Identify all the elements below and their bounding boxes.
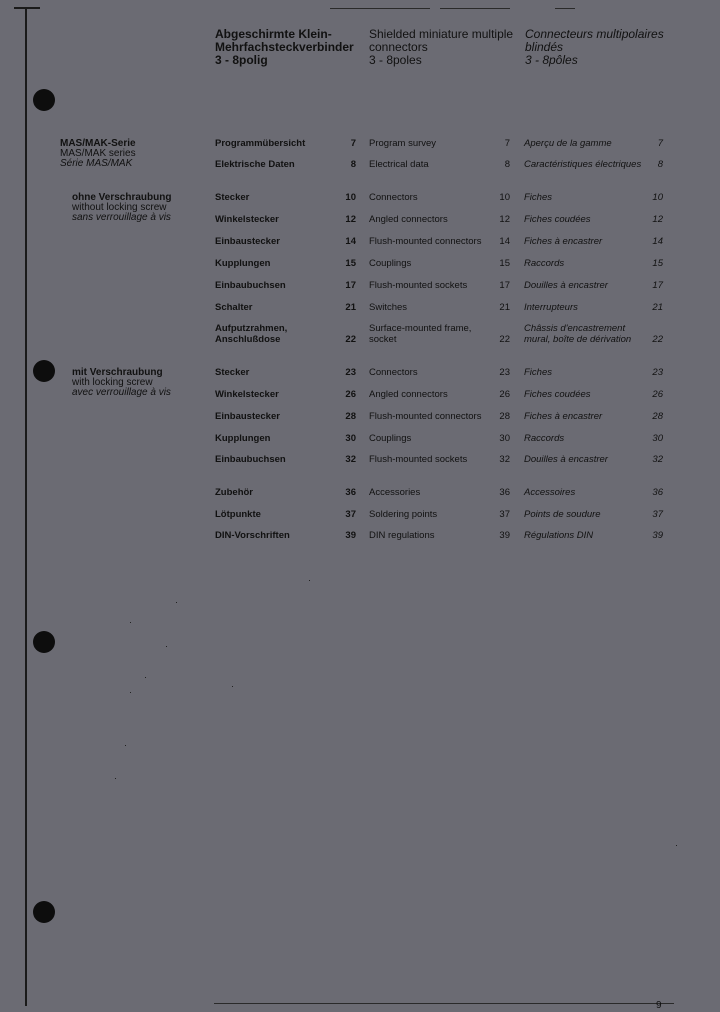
- punch-hole: [33, 901, 55, 923]
- series-label: MAS/MAK-Serie MAS/MAK series Série MAS/MAK: [60, 138, 136, 169]
- scan-speck: [232, 686, 233, 687]
- header-english: Shielded miniature multiple connectors 3 - 8poles: [369, 27, 514, 67]
- group-with-screw: mit Verschraubung with locking screw avec verrouillage à vis: [72, 367, 171, 398]
- top-dash: [330, 8, 430, 9]
- scan-speck: [309, 580, 310, 581]
- page-number: 9: [656, 1000, 662, 1011]
- top-dash: [440, 8, 510, 9]
- scan-speck: [676, 845, 677, 846]
- scan-speck: [176, 602, 177, 603]
- punch-hole: [33, 360, 55, 382]
- top-dash: [555, 8, 575, 9]
- group-without-screw: ohne Verschraubung without locking screw sans verrouillage à vis: [72, 192, 172, 223]
- margin-line: [25, 8, 27, 1006]
- catalog-page: Abgeschirmte Klein- Mehrfachsteckverbinder 3 - 8polig Shielded miniature multiple connectors 3 - 8poles Connecteurs multipolaires blindés 3 - 8pôles MAS/MAK-Serie MAS/MAK series Série MAS/MAK ohne Verschraubung without locking screw sans verrouillage à vis mit Verschraubung with locking screw avec verrouillage à vis Programmübersicht 7 Program survey 7 Aperçu de la gamme 7 Elektrische Daten 8 Electrical data 8 Caractéristiques électriques 8 Stecker 10 Connectors 10 Fiches 10 Winkelstecker 12 Angled connectors 12 Fiches coudées 12 Einbaustecker 14 Flush-mounted connectors 14 Fiches à encastrer 14 Kupplungen 15 Couplings 15 Raccords 15 Einbaubuchsen 17 Flush-mounted sockets 17 Douilles à encastrer 17 Schalter 21 Switches 21 Interrupteurs 21 Aufputzrahmen, Anschlußdose 22 Surface-mounted frame, socket 22 Châssis d'encastrement mural, boîte de dérivation 22 Stecker 23 Connectors 23 Fiches 23 Winkelstecker 26 Angled connectors 26 Fiches coudées 26 Einbaustecker 28 Flush-mounted connectors 28 Fiches à encastrer 28 Kupplungen 30 Couplings 30 Raccords 30 Einbaubuchsen 32 Flush-mounted sockets 32 Douilles à encastrer 32 Zubehör 36 Accessories 36 Accessoires 36 Lötpunkte 37 Soldering points 37 Points de soudure 37 DIN-Vorschriften 39 DIN regulations 39 Régulations DIN 39 9: [0, 0, 720, 1012]
- scan-speck: [125, 745, 126, 746]
- bottom-rule: [214, 1003, 674, 1004]
- punch-hole: [33, 89, 55, 111]
- punch-hole: [33, 631, 55, 653]
- scan-speck: [166, 646, 167, 647]
- scan-speck: [145, 677, 146, 678]
- scan-speck: [130, 692, 131, 693]
- scan-speck: [130, 622, 131, 623]
- top-tick-mark: [14, 7, 40, 9]
- scan-speck: [115, 778, 116, 779]
- header-french: Connecteurs multipolaires blindés 3 - 8pôles: [525, 27, 664, 67]
- header-german: Abgeschirmte Klein- Mehrfachsteckverbinder 3 - 8polig: [215, 27, 354, 67]
